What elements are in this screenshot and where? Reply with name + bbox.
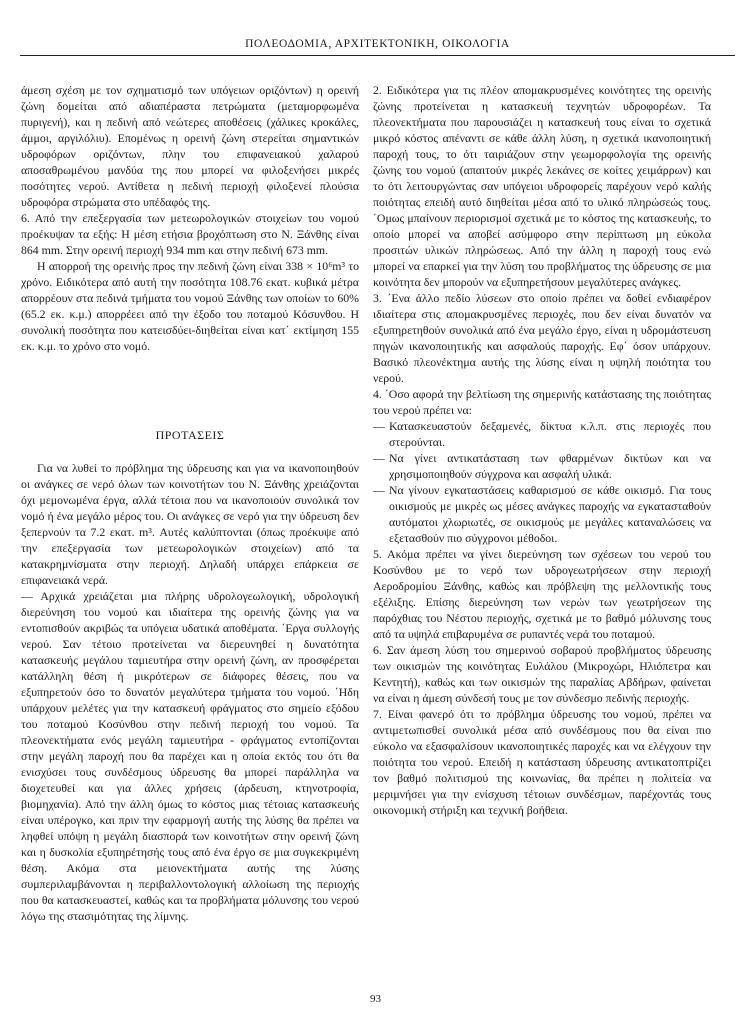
running-header: ΠΟΛΕΟΔΟΜΙΑ, ΑΡΧΙΤΕΚΤΟΝΙΚΗ, ΟΙΚΟΛΟΓΙΑ xyxy=(245,38,510,50)
paragraph: 6. Από την επεξεργασία των μετεωρολογικών στοιχείων του νομού προέκυψαν τα εξής: Η μέση ετήσια βροχόπτωση στο Ν. Ξάνθης είναι 864 mm. Στην ορεινή περιοχή 934 mm και στην πεδινή 673 mm. xyxy=(21,211,359,257)
paragraph: 7. Είναι φανερό ότι το πρόβλημα ύδρευσης του νομού, πρέπει να αντιμετωπισθεί συνολικά μέσα από συνδέσμους που θα είναι πιο εύκολο να εξασφαλίσουν ικανοποιητικές παροχές και να ελέγχουν την ποιότητα του νερού. Επειδή η κατάσταση ύδρευσης αντικατοπτρίζει τον βαθμό πολιτισμού της κοινωνίας, θα πρέπει η πολιτεία να μεριμνήσει για την ενίσχυση τέτοιων συνδέσμων, παρέχοντάς τους οικονομική στήριξη και τεχνική βοήθεια. xyxy=(373,707,711,817)
left-column-top xyxy=(21,82,359,354)
paragraph: άμεση σχέση με τον σχηματισμό των υπόγειων οριζόντων) η ορεινή ζώνη δομείται από αδιαπέραστα πετρώματα (μεταμορφωμένα πυριγενή), και η πεδινή από νεώτερες αποθέσεις (χάλικες κροκάλες, άμμοι, αργιλόλιυ). Επομένως η ορεινή ζώνη στερείται σημαντικών υδροφόρων οριζόντων, πλην του επιφανειακού χαλαρού αποσαθρωμένου μανδύα της που μπορεί να φιλοξενήσει μικρές ποσότητες νερού. Αντίθετα η πεδινή περιοχή φιλοξενεί πλούσια υδροφόρα στρώματα στο υπέδαφός της. xyxy=(21,83,359,209)
paragraph: 3. ΄Ενα άλλο πεδίο λύσεων στο οποίο πρέπει να δοθεί ενδιαφέρον ιδιαίτερα στις απομακρυσμένες περιοχές, που δεν είναι δυνατόν να εξυπηρετηθούν συνολικά από ένα μεγάλο έργο, είναι η υδρομάστευση πηγών ικανοποιητικής και ασφαλούς παροχής. Εφ΄ όσον υπάρχουν. Βασικό πλεονέκτημα αυτής της λύσης είναι η υψηλή ποιότητα του νερού. xyxy=(373,291,711,385)
page-number: 93 xyxy=(370,993,381,1005)
section-heading: ΠΡΟΤΑΣΕΙΣ xyxy=(155,428,225,442)
bullet-dash: — xyxy=(373,451,385,465)
paragraph: 4. ΄Οσο αφορά την βελτίωση της σημερινής κατάστασης της ποιότητας του νερού πρέπει να: xyxy=(373,387,711,417)
bullet-dash: — xyxy=(373,419,385,433)
list-item xyxy=(373,450,711,482)
list-item xyxy=(373,482,711,546)
paragraph: Για να λυθεί το πρόβλημα της ύδρευσης και για να ικανοποιηθούν οι ανάγκες σε νερό όλων των κοινοτήτων του Ν. Ξάνθης χρειάζονται όχι μεμονωμένα έργα, αλλά τέτοια που να ικανοποιούν συνολικά τον νομό ή ένα μεγάλο μέρος του. Οι ανάγκες σε νερό για την ύδρευση δεν ξεπερνούν τα 7.2 εκατ. m³. Αυτές καλύπτονται (όπως προέκυψε από την επεξεργασία των μετεωρολογικών στοιχείων) από τα κατακρημνίσματα στην περιοχή. Δηλαδή υπάρχει επάρκεια σε επιφανειακά νερά. xyxy=(21,461,359,587)
paragraph: Η απορροή της ορεινής προς την πεδινή ζώνη είναι 338 × 10⁶m³ το χρόνο. Ειδικότερα από αυτή την ποσότητα 108.76 εκατ. κυβικά μέτρα απορρέουν στα πεδινά τμήματα του νομού Ξάνθης των οποίων το 60% (65.2 εκ. κ.μ.) απορρέεει από την έξοδο του ποταμού Κόσυνθου. Η συνολική ποσότητα που κατεισδύει-διηθείται είναι κατ΄ εκτίμηση 155 εκ. κ.μ. το χρόνο στο νομό. xyxy=(21,259,359,353)
paragraph: 6. Σαν άμεση λύση του σημερινού σοβαρού προβλήματος ύδρευσης των οικισμών της κοινότητας Ευλάλου (Μικροχώρι, Ηλιόπετρα και Κεντητή), καθώς και των οικισμών της παραλίας Αβδήρων, φαίνεται να είναι η άμεση σύνδεσή τους με τον σύνδεσμο πεδινής περιοχής. xyxy=(373,643,711,705)
paragraph: — Αρχικά χρειάζεται μια πλήρης υδρολογεωλογική, υδρολογική διερεύνηση του νομού και ιδιαίτερα της ορεινής ζώνης για να εντοπισθούν ακριβώς τα υπόγεια υδατικά αποθέματα. ΄Εργα συλλογής νερού. Σαν τέτοιο προτείνεται να διερευνηθεί η δυνατότητα κατασκευής μεγάλου ταμιευτήρα στην ορεινή ζώνη, αν προσφέρεται κατάλληλη θέση ή μικρότερων σε διάφορες θέσεις, που να εξυπηρετούν όσο το δυνατόν μεγαλύτερα τμήματα του νομού. ΄Ηδη υπάρχουν μελέτες για την κατασκευή φράγματος στο σημείο εξόδου του ποταμού Κοσύνθου στην πεδινή περιοχή του νομού. Τα πλεονεκτήματα ενός μεγάλη ταμιευτήρα - φράγματος εντοπίζονται στην μεγάλη παροχή που θα παρέχει και η οποία εκτός του ότι θα ενισχύσει τους συνδέσμους ύδρευσης θα μπορεί παράλληλα να διοχετευθεί και για άλλες χρήσεις (άρδευση, κτηνοτροφία, βιομηχανία). Από την άλλη όμως το κόστος μιας τέτοιας κατασκευής είναι υπέρογκο, και πριν την εφαρμογή αυτής της λύσης θα πρέπει να ληφθεί υπόψη η μεγάλη διασπορά των κοινοτήτων στην ορεινή ζώνη και η δυσκολία εξυπηρέτησής τους από ένα έργο σε μια συγκεκριμένη θέση. Ακόμα στα μειονεκτήματα αυτής της λύσης συμπεριλαμβάνονται η περιβαλλοντολογική αλλοίωση της περιοχής που θα κατασκευαστεί, καθώς και τα προβλήματα μόλυνσης του νερού λόγω της στασιμότητας της λίμνης. xyxy=(21,589,359,923)
list-item-text: Να γίνουν εγκαταστάσεις καθαρισμού σε κάθε οικισμό. Για τους οικισμούς με μικρές ως μέσες ανάγκες παροχής να εγκατασταθούν αυτόματοι χλωριωτές, σε οικισμούς με μεγάλες καταναλώσεις να εξετασθούν πιο σύγχρονοι μέθοδοι. xyxy=(389,483,711,545)
header-rule xyxy=(20,55,735,56)
left-column-body xyxy=(21,460,359,924)
list-item xyxy=(373,418,711,450)
paragraph: 2. Ειδικότερα για τις πλέον απομακρυσμένες κοινότητες της ορεινής ζώνης προτείνεται η κατασκευή τεχνητών υδροφορέων. Τα πλεονεκτήματα που παρουσιάζει η κατασκευή τους είναι το σχετικά μικρό κόστος απέναντι σε κάθε άλλη λύση, η σχετικά ικανοποιητική παροχή τους, το ότι ταιριάζουν στην γεωμορφολογία της ορεινής ζώνης του νομού (απαιτούν μικρές λεκάνες σε κοίτες χειμάρρων) και το ότι λειτουργώντας σαν υπόγειοι υδροφορείς παρέχουν νερό καλής ποιότητας επειδή αυτό διηθείται μέσα από το υλικό πληρώσεώς τους. ΄Ομως μπαίνουν περιορισμοί σχετικά με το κόστος της κατασκευής, το οποίο μπορεί να αποβεί ασύμφορο στην περίπτωση μη εύκολα προσιτών υλικών πληρώσεως. Από την άλλη η παροχή τους ενώ μπορεί να επαρκεί για την λύση του προβλήματος της ύδρευσης σε μια κοινότητα δεν μπορούν να εξυπηρετήσουν μεγαλύτερες ανάγκες. xyxy=(373,83,711,289)
paragraph: 5. Ακόμα πρέπει να γίνει διερεύνηση των σχέσεων του νερού του Κοσύνθου με το νερό των υδρογεωτρήσεων στην περιοχή Αεροδρομίου Ξάνθης, καθώς και πρόβλεψη της μελλοντικής τους εξέλιξης. Επίσης διερεύνηση των νερών των γεωτρήσεων της παρόχθιας του Νέστου περιοχής, σχετικά με το βαθμό μόλυνσης τους από τα υψηλά επιβαρυμένα σε ρυπαντές νερά του ποταμού. xyxy=(373,547,711,641)
list-item-text: Να γίνει αντικατάσταση των φθαρμένων δικτύων και να χρησιμοποιηθούν σύγχρονα και ασφαλή υλικά. xyxy=(389,451,711,481)
bullet-dash: — xyxy=(373,483,385,497)
list-item-text: Κατασκευαστούν δεξαμενές, δίκτυα κ.λ.π. στις περιοχές που στερούνται. xyxy=(389,419,711,449)
right-column xyxy=(373,82,711,818)
